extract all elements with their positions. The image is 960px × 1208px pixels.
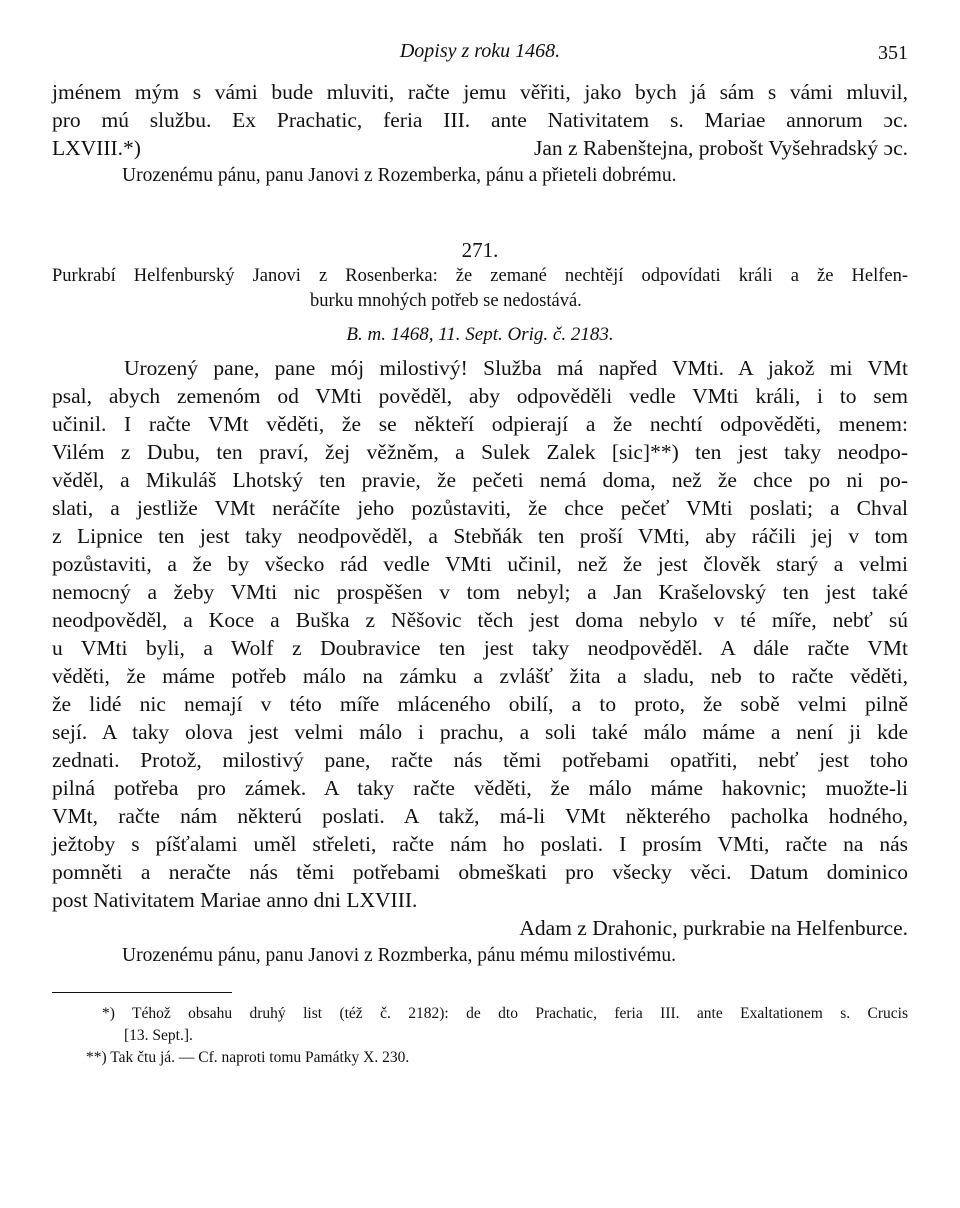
- text-line: pro mú službu. Ex Prachatic, feria III. ante Nativitatem s. Mariae annorum ɔc.: [52, 108, 908, 132]
- page: [52, 30, 908, 1069]
- text-line: pilná potřeba pro zámek. A taky račte věděti, že málo máme hakovnic; muožte-li: [52, 776, 908, 800]
- text-line: sejí. A taky olova jest velmi málo i prachu, a soli také málo máme a není ji kde: [52, 720, 908, 744]
- text-line: u VMti byli, a Wolf z Doubravice ten jest taky neodpověděl. A dále račte VMt: [52, 636, 908, 660]
- text-line: pozůstaviti, a že by všecko rád vedle VMti učinil, než že jest člověk starý a velmi: [52, 552, 908, 576]
- previous-letter-ending: [52, 78, 908, 190]
- text-line: psal, abych zemenóm od VMti pověděl, aby odpověděli vedle VMti králi, i to sem: [52, 384, 908, 408]
- signature: Adam z Drahonic, purkrabie na Helfenburce.: [519, 916, 908, 940]
- text-line: zednati. Protož, milostivý pane, račte nás těmi potřebami opatřiti, nebť jest toho: [52, 748, 908, 772]
- document-number: 271.: [461, 238, 499, 262]
- regest-line: burku mnohých potřeb se nedostává.: [310, 291, 582, 311]
- address-line: Urozenému pánu, panu Janovi z Rozemberka, pánu a přieteli dobrému.: [122, 165, 677, 186]
- text-line: že lidé nic nemají v této míře mláceného obilí, a to proto, že sobě velmi pilně: [52, 692, 908, 716]
- text-line: z Lipnice ten jest taky neodpověděl, a Stebňák ten proší VMti, aby ráčili jej v tom: [52, 524, 908, 548]
- text-line: jménem mým s vámi bude mluviti, račte jemu věřiti, jako bych já sám s vámi mluvil,: [52, 80, 908, 104]
- running-title: Dopisy z roku 1468.: [399, 40, 561, 62]
- footnotes: [52, 1003, 908, 1069]
- text-line: slati, a jestliže VMt neráčíte jeho pozůstaviti, že chce pečeť VMti poslati; a Chval: [52, 496, 908, 520]
- text-line: VMt, račte nám některú poslati. A takž, má-li VMt některého pacholka hodného,: [52, 804, 908, 828]
- signature: Jan z Rabenštejna, probošt Vyšehradský ɔc.: [534, 136, 908, 160]
- footnote: *) Téhož obsahu druhý list (též č. 2182): de dto Prachatic, feria III. ante Exaltationem s. Crucis: [102, 1005, 908, 1022]
- footnote-continuation: [13. Sept.].: [124, 1027, 193, 1044]
- footnote: **) Tak čtu já. — Cf. naproti tomu Památky X. 230.: [86, 1049, 410, 1066]
- text-line: věděl, a Mikuláš Lhotský ten pravie, že pečeti nemá doma, než že chce po ni po-: [52, 468, 908, 492]
- text-line: neodpověděl, a Koce a Buška z Něšovic těch jest doma nebylo v té míře, nebť sú: [52, 608, 908, 632]
- source-citation: B. m. 1468, 11. Sept. Orig. č. 2183.: [346, 324, 614, 345]
- page-header: [52, 30, 908, 66]
- page-number: 351: [878, 42, 908, 64]
- date-year: LXVIII.*): [52, 136, 141, 160]
- letter-body: [52, 354, 908, 970]
- text-line: pomněti a neračte nás těmi potřebami obmeškati pro všecky věci. Datum dominico: [52, 860, 908, 884]
- regest: [52, 264, 908, 314]
- text-line: Urozený pane, pane mój milostivý! Služba má napřed VMti. A jakož mi VMt: [124, 356, 908, 380]
- text-line: věděti, že máme potřeb málo na zámku a zvlášť žita a sladu, neb to račte věděti,: [52, 664, 908, 688]
- footnote-divider: [52, 992, 232, 993]
- address-line: Urozenému pánu, panu Janovi z Rozmberka, pánu mému milostivému.: [122, 945, 676, 966]
- text-line: učinil. I račte VMt věděti, že se někteří odpierají a že nechtí odpověděti, menem:: [52, 412, 908, 436]
- text-line: ježtoby s píšťalami uměl střeleti, račte nám ho poslati. I prosím VMti, račte na nás: [52, 832, 908, 856]
- text-line: nemocný a žeby VMti nic prospěšen v tom nebyl; a Jan Krašelovský ten jest také: [52, 580, 908, 604]
- regest-line: Purkrabí Helfenburský Janovi z Rosenberka: že zemané nechtějí odpovídati králi a že Helfen-: [52, 266, 908, 286]
- text-line: post Nativitatem Mariae anno dni LXVIII.: [52, 888, 418, 912]
- text-line: [52, 134, 908, 162]
- text-line: Vilém z Dubu, ten praví, žej věžněm, a Sulek Zalek [sic]**) ten jest taky neodpo-: [52, 440, 908, 464]
